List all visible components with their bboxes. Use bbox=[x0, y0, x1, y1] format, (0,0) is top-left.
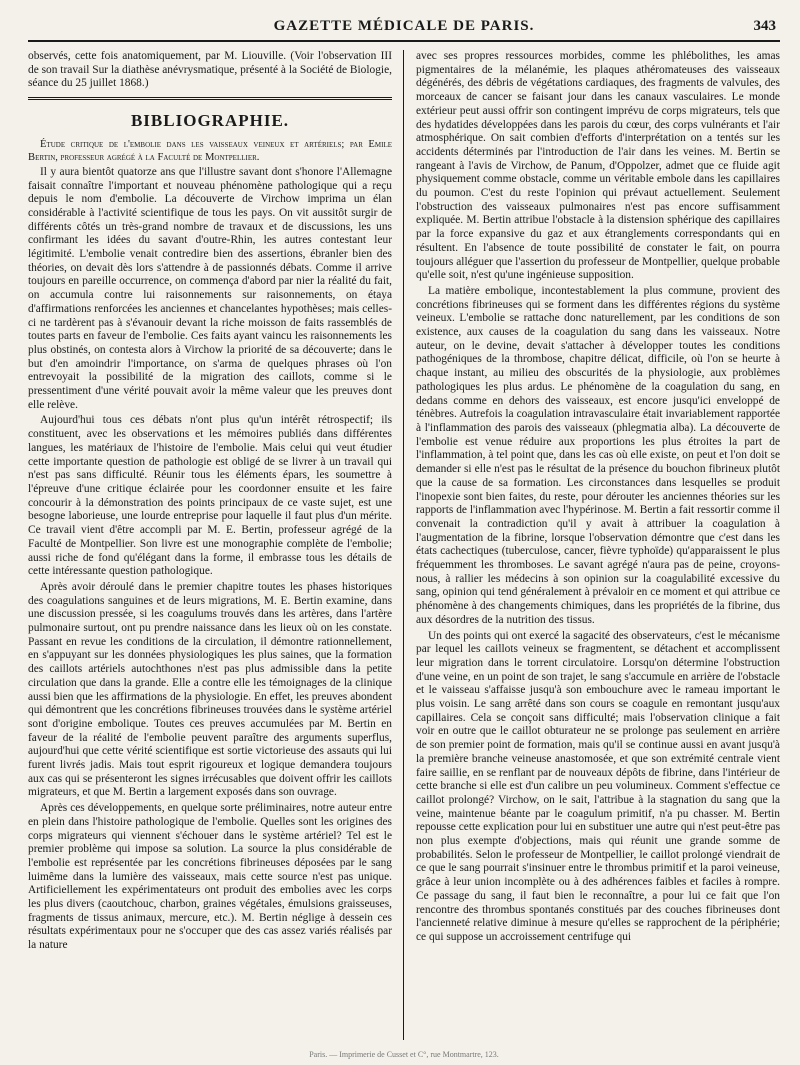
body-paragraph: Un des points qui ont exercé la sagacité des observateurs, c'est le mécanisme par lequel les caillots veineux se fragmentent, se détachent et accomplissent leur migration dans le torrent circulatoire. Lorsqu'on détermine l'obstruction d'une veine, en un point de son trajet, le sang s'accumule en arrière de l'obstacle et le vaisseau s'affaisse jusqu'à son embouchure avec le rameau important le plus voisin. Le sang arrêté dans son cours se coagule en remontant jusqu'aux capillaires. Cela se conçoit sans difficulté; mais l'observation clinique a fait voir en outre que le caillot obturateur ne se prolonge pas seulement en arrière de son premier point de formation, mais qu'il se continue aussi en avant jusqu'à la première branche veineuse anastomosée, et que son extrémité centrale vient faire saillie, en se renflant par de nouveaux dépôts de fibrine, dans l'intérieur de cette branche si elle est d'un calibre un peu volumineux. Comment s'effectue ce caillot prolongé? Virchow, on le sait, l'attribue à la stagnation du sang que la veine, maintenue béante par le coagulum primitif, n'a pu chasser. M. Bertin repousse cette explication pour lui en substituer une autre qui n'est peut-être pas non plus exempte d'objections, mais qui réunit une grande somme de probabilités. Selon le professeur de Montpellier, le caillot prolongé viendrait de ce que le sang pourrait s'insinuer entre le thrombus primitif et la paroi veineuse, grâce à leur union incomplète ou à des adhérences faibles et faciles à rompre. Ce passage du sang, il faut bien le reconnaître, a pour lui ce fait que l'on rencontre des thrombus spontanés constitués par des couches fibrineuses dont l'ancienneté relative diminue à mesure qu'elles se rapprochent de la périphérie; ce qui suppose un accroissement centrifuge qui bbox=[416, 629, 780, 943]
body-paragraph: avec ses propres ressources morbides, comme les phlébolithes, les amas pigmentaires de la mélanémie, les plaques athéromateuses des vaisseaux dégénérés, des débris de végétations cardiaques, des fragments de valvules, des morceaux de cancer se faisant jour dans les canaux vasculaires. Le monde extérieur peut aussi offrir son contingent imprévu de corps migrateurs, tels que des hydatides développées dans les parois du cœur, des corps vulnérants et l'air atmosphérique. On sait combien d'efforts d'interprétation on a tentés sur les accidents déterminés par l'introduction de l'air dans les veines. M. Bertin se rangeant à l'avis de Virchow, de Panum, d'Oppolzer, admet que ce fluide agit physiquement comme obstacle, comme un véritable embole dans les capillaires du poumon. C'est du reste l'opinion qui prévaut actuellement. Seulement l'obstruction des vaisseaux pulmonaires n'est pas encore suffisamment expliquée. M. Bertin attribue l'obstacle à la distension sphérique des capillaires par la force expansive du gaz et aux étranglements correspondants qui en résultent. En l'absence de toute possibilité de constater le fait, on pourra toujours alléguer que l'assertion du professeur de Montpellier, quelque probable qu'elle soit, n'est qu'une ingénieuse supposition. bbox=[416, 50, 780, 282]
section-divider bbox=[28, 97, 392, 100]
left-column bbox=[28, 50, 392, 1040]
intro-paragraph: observés, cette fois anatomiquement, par M. Liouville. (Voir l'observation III de son travail Sur la diathèse anévrysmatique, présenté à la Société de Biologie, séance du 25 juillet 1868.) bbox=[28, 50, 392, 90]
journal-title: GAZETTE MÉDICALE DE PARIS. bbox=[273, 18, 535, 34]
body-paragraph: Il y aura bientôt quatorze ans que l'illustre savant dont s'honore l'Allemagne faisait connaître l'important et nouveau phénomène pathologique qui a reçu depuis le nom d'embolie. La découverte de Virchow imprima un élan considérable à l'activité scientifique de tous les pays. On vit aussitôt surgir de différents côtés un très-grand nombre de travaux et de discussions, les uns confirmant les idées du savant d'outre-Rhin, les autres contestant leur légitimité. L'embolie venait contredire bien des assertions, ébranler bien des théories, on devait dès lors s'attendre à de passionnés débats. Comme il arrive toujours en pareille occurrence, on commença d'abord par nier la réalité du fait, on accumula contre lui raisonnements sur raisonnements, on étaya d'affirmations renforcées les anciennes et chancelantes hypothèses; mais celles-ci ne tardèrent pas à s'évanouir devant la riche moisson de faits rassemblés de toutes parts en faveur de l'embolie. Ces faits ayant vaincu les raisonnements les plus obstinés, on contesta alors à Virchow la priorité de sa découverte; dans le but d'en amoindrir l'importance, on s'arma de quelques phrases où l'on entrevoyait la possibilité de la migration des caillots, comme si le pressentiment d'une vérité pouvait avoir la même valeur que les preuves dont elle relève. bbox=[28, 165, 392, 411]
printer-footer: Paris. — Imprimerie de Cusset et C°, rue Montmartre, 123. bbox=[309, 1050, 499, 1059]
journal-page bbox=[28, 18, 780, 1059]
column-divider bbox=[403, 50, 404, 1040]
page-header bbox=[28, 18, 780, 42]
article-heading: Étude critique de l'embolie dans les vaisseaux veineux et artériels; par Emile Bertin, professeur agrégé à la Faculté de Montpellier. bbox=[28, 138, 392, 163]
body-paragraph: Aujourd'hui tous ces débats n'ont plus qu'un intérêt rétrospectif; ils constituent, avec les observations et les mémoires publiés dans différentes langues, les matériaux de l'histoire de l'embolie. Mais celui qui veut étudier cette importante question de pathologie est obligé de se livrer à un travail qui n'est pas sans difficulté. Réunir tous les éléments épars, les soumettre à l'épreuve d'une critique éclairée pour les coordonner ensuite et les faire concourir à la démonstration des points principaux de ce vaste sujet, est une besogne laborieuse, une lourde entreprise pour laquelle il faut plus d'un mérite. Ce travail vient d'être accompli par M. E. Bertin, professeur agrégé de la Faculté de Montpellier. Son livre est une monographie complète de l'embolie; aussi riche de fond qu'élégant dans la forme, il embrasse tous les détails de cette intéressante question pathologique. bbox=[28, 414, 392, 578]
body-paragraph: Après ces développements, en quelque sorte préliminaires, notre auteur entre en plein dans l'histoire pathologique de l'embolie. Quelles sont les origines des corps migrateurs qui viennent s'échouer dans le système artériel? Tel est le premier problème qui impose sa solution. La source la plus considérable de l'embolie est représentée par les concrétions fibrineuses déposées par le sang luimême dans la lumière des vaisseaux, mais cette source n'est pas unique. Artificiellement les expérimentateurs ont produit des embolies avec les corps les plus divers (caoutchouc, charbon, graines végétales, émulsions graisseuses, fragments de tissus animaux, mercure, etc.). M. Bertin néglige à dessein ces résultats expérimentaux pour ne s'occuper que des cas assez variés réalisés par la nature bbox=[28, 802, 392, 952]
right-column bbox=[416, 50, 780, 1040]
body-paragraph: Après avoir déroulé dans le premier chapitre toutes les phases historiques des coagulations sanguines et de leurs migrations, M. E. Bertin examine, dans une discussion pressée, si les coagulums trouvés dans les artères, dans l'artère pulmonaire surtout, ont pu prendre naissance dans les lieux où on les constate. Passant en revue les conditions de la circulation, il démontre rationnellement, en s'appuyant sur les données physiologiques les plus saines, que la formation des caillots artériels autochthones n'est pas plus admissible dans la petite circulation que dans la grande. Elle a contre elle les témoignages de la clinique aussi bien que les affirmations de la physiologie. En effet, les preuves abondent qui démontrent que les concrétions fibrineuses trouvées dans le système artériel sont d'origine embolique. Toutes ces preuves accumulées par M. Bertin en faveur de la réalité de l'embolie peuvent paraître des arguments superflus, aujourd'hui que cette vérité scientifique est sortie victorieuse des assauts qui lui furent livrés jadis. Mais tout esprit rigoureux et logique demandera toujours aux cas qui se présenteront les signes irrécusables que doivent offrir les caillots migrateurs, et que M. Bertin a largement exposés dans son ouvrage. bbox=[28, 580, 392, 799]
section-title: BIBLIOGRAPHIE. bbox=[130, 111, 290, 131]
page-number: 343 bbox=[753, 18, 776, 34]
two-column-body bbox=[28, 50, 780, 1040]
body-paragraph: La matière embolique, incontestablement la plus commune, provient des concrétions fibrineuses qui se forment dans les différentes régions du système veineux. L'embolie se rattache donc naturellement, par les conditions de son existence, aux causes de la coagulation du sang dans les vaisseaux. Notre auteur, on le devine, devait s'attacher à développer toutes les conditions pathogéniques de la thrombose, chapitre délicat, difficile, où l'on se heurte à chaque instant, au milieu des obscurités de la physiologie, aux problèmes pathologiques les plus ardus. Le phénomène de la coagulation du sang, en dedans comme en dehors des vaisseaux, est encore jusqu'ici enveloppé de ténèbres. Autrefois la coagulation intravasculaire était invariablement rapportée à l'inflammation des parois des vaisseaux (phlegmatia alba). La découverte de l'embolie est venue réduire aux proportions les plus étroites la part de l'inflammation, à tel point que, dans les cas où elle existe, on peut et l'on doit se demander si elle n'est pas le résultat de la présence du bouchon fibrineux plutôt que la cause de sa formation. Les circonstances dans lesquelles se produit l'inopexie sont bien faites, du reste, pour dérouter les anciennes théories sur les rapports de l'inflammation avec l'hypérinose. M. Bertin a fait ressortir comme il convenait la contradiction qu'il y avait à attribuer la coagulation à l'augmentation de la fibrine, lorsque l'observation démontre que c'est dans les états cachectiques (tuberculose, cancer, fièvre typhoïde) qu'apparaissent le plus fréquemment les thromboses. Le savant agrégé n'aura pas de peine, croyons-nous, à rallier les médecins à son opinion sur la coagulabilité excessive du sang, opinion qui tend généralement à prévaloir en ce moment et qui attribue ce phénomène à des changements chimiques, dans les propriétés de la fibrine, dus aux désordres de la nutrition des tissus. bbox=[416, 284, 780, 626]
